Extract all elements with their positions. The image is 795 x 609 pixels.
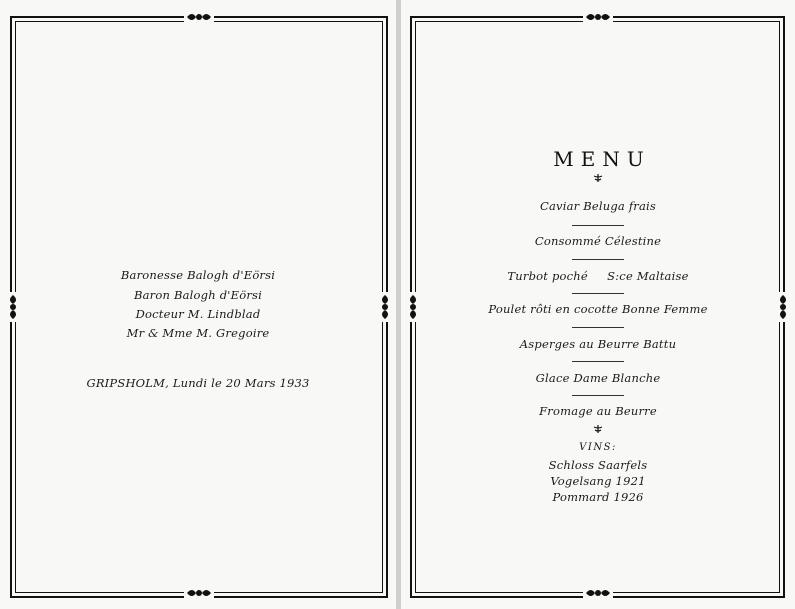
leaf-sprig-icon: [593, 425, 603, 433]
right-page: [401, 0, 795, 609]
menu-course: Consommé Célestine: [534, 234, 662, 248]
menu-course: Turbot poché S:ce Maltaise: [507, 269, 689, 283]
guest-name: Mr & Mme M. Gregoire: [126, 326, 270, 340]
menu-course: Fromage au Beurre: [539, 404, 657, 418]
menu-course: Poulet rôti en cocotte Bonne Femme: [488, 302, 708, 316]
guest-name: Docteur M. Lindblad: [135, 307, 261, 321]
menu-course: Caviar Beluga frais: [539, 199, 657, 213]
course-divider: [572, 259, 624, 260]
top-ornament-icon: [184, 10, 214, 24]
menu-course: Glace Dame Blanche: [535, 371, 661, 385]
bottom-ornament-icon: [184, 586, 214, 600]
course-divider: [572, 327, 624, 328]
wine-item: Schloss Saarfels: [548, 458, 648, 472]
course-divider: [572, 361, 624, 362]
course-divider: [572, 225, 624, 226]
wines-heading: VINS:: [579, 442, 617, 453]
wine-item: Vogelsang 1921: [550, 474, 646, 488]
left-page: [0, 0, 396, 609]
place-date: GRIPSHOLM, Lundi le 20 Mars 1933: [86, 376, 310, 390]
course-divider: [572, 293, 624, 294]
course-divider: [572, 395, 624, 396]
menu-title: MENU: [553, 147, 651, 171]
menu-course: Asperges au Beurre Battu: [519, 337, 677, 351]
bottom-ornament-icon: [583, 586, 613, 600]
wine-item: Pommard 1926: [552, 490, 644, 504]
guest-name: Baronesse Balogh d'Eörsi: [120, 268, 276, 282]
top-ornament-icon: [583, 10, 613, 24]
guest-name: Baron Balogh d'Eörsi: [133, 288, 263, 302]
leaf-sprig-icon: [593, 174, 603, 182]
